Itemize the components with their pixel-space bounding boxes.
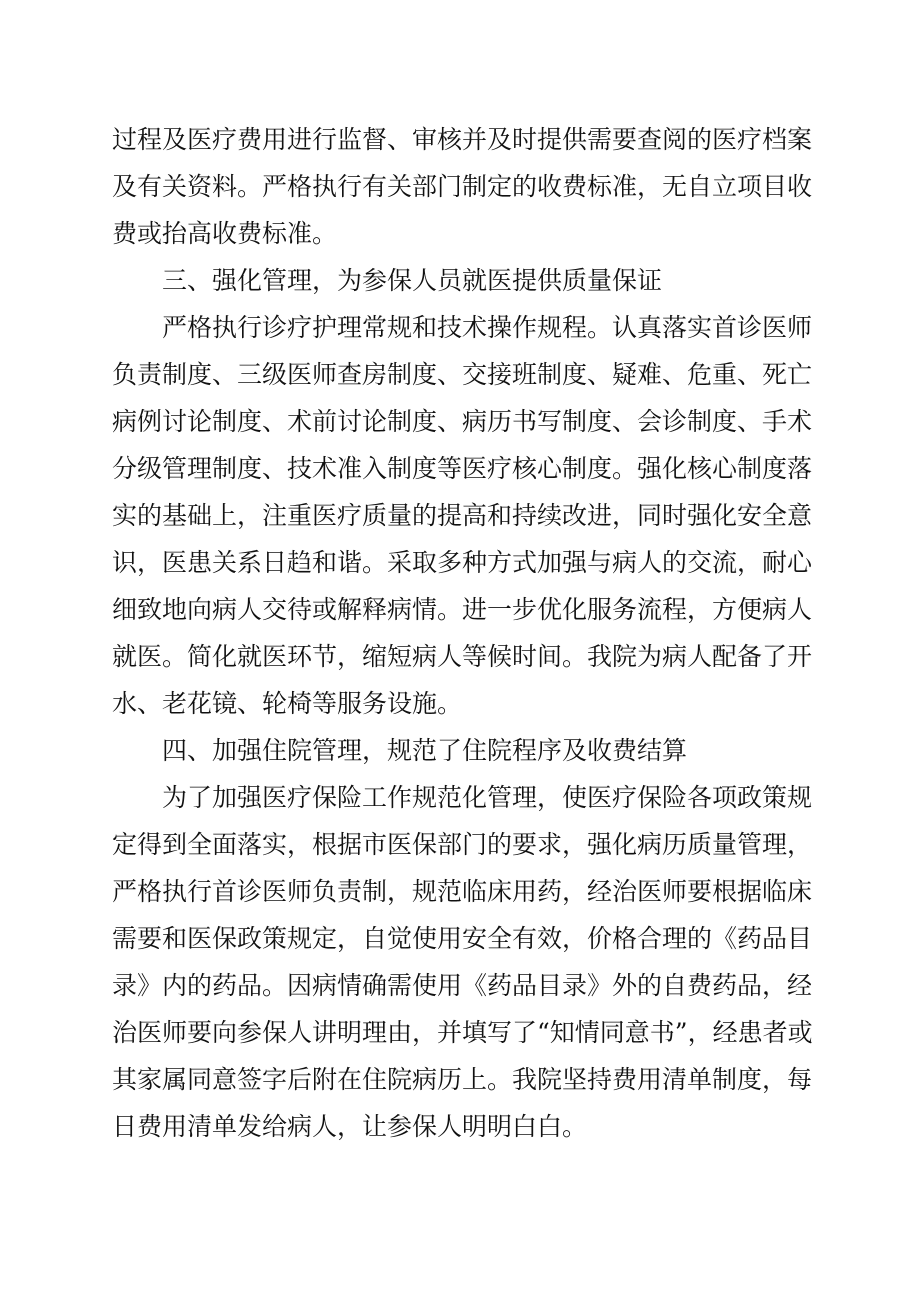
- paragraph-line: 负责制度、三级医师查房制度、交接班制度、疑难、危重、死亡: [112, 360, 813, 389]
- paragraph-line: 实的基础上，注重医疗质量的提高和持续改进，同时强化安全意: [112, 501, 813, 530]
- section-heading: 三、强化管理，为参保人员就医提供质量保证: [162, 266, 663, 295]
- section-heading: 四、加强住院管理，规范了住院程序及收费结算: [162, 736, 688, 765]
- paragraph-line: 细致地向病人交待或解释病情。进一步优化服务流程，方便病人: [112, 595, 813, 624]
- paragraph-line: 过程及医疗费用进行监督、审核并及时提供需要查阅的医疗档案: [112, 125, 813, 154]
- paragraph-line: 治医师要向参保人讲明理由，并填写了“知情同意书”，经患者或: [112, 1018, 813, 1047]
- paragraph-line: 需要和医保政策规定，自觉使用安全有效，价格合理的《药品目: [112, 924, 813, 953]
- paragraph-line: 为了加强医疗保险工作规范化管理，使医疗保险各项政策规: [162, 783, 813, 812]
- paragraph-line: 水、老花镜、轮椅等服务设施。: [112, 689, 463, 718]
- document-body: [112, 116, 812, 1150]
- paragraph-line: 病例讨论制度、术前讨论制度、病历书写制度、会诊制度、手术: [112, 407, 813, 436]
- paragraph-line: 日费用清单发给病人，让参保人明明白白。: [112, 1112, 588, 1141]
- paragraph-line: 分级管理制度、技术准入制度等医疗核心制度。强化核心制度落: [112, 454, 813, 483]
- paragraph-line: 其家属同意签字后附在住院病历上。我院坚持费用清单制度，每: [112, 1065, 813, 1094]
- paragraph-line: 就医。简化就医环节，缩短病人等候时间。我院为病人配备了开: [112, 642, 813, 671]
- paragraph-line: 识，医患关系日趋和谐。采取多种方式加强与病人的交流，耐心: [112, 548, 813, 577]
- paragraph-line: 严格执行诊疗护理常规和技术操作规程。认真落实首诊医师: [162, 313, 813, 342]
- paragraph-line: 及有关资料。严格执行有关部门制定的收费标准，无自立项目收: [112, 172, 813, 201]
- paragraph-line: 定得到全面落实，根据市医保部门的要求，强化病历质量管理，: [112, 830, 813, 859]
- paragraph-line: 录》内的药品。因病情确需使用《药品目录》外的自费药品，经: [112, 971, 813, 1000]
- paragraph-line: 费或抬高收费标准。: [112, 219, 338, 248]
- paragraph-line: 严格执行首诊医师负责制，规范临床用药，经治医师要根据临床: [112, 877, 813, 906]
